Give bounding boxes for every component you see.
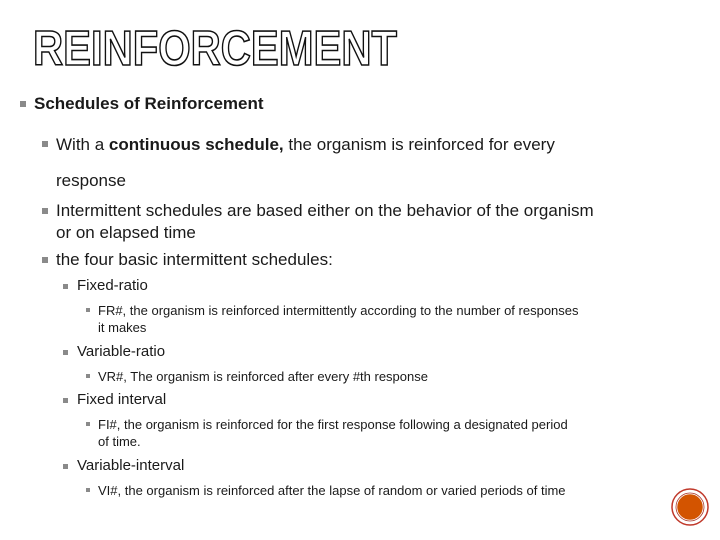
schedule-name-fixed-interval: Fixed interval <box>77 391 167 408</box>
schedule-desc-fixed-ratio-2: it makes <box>98 320 147 335</box>
square-bullet-icon <box>42 208 48 214</box>
square-bullet-icon <box>63 284 68 289</box>
square-bullet-icon <box>63 398 68 403</box>
continuous-prefix: With a <box>56 135 109 154</box>
schedule-desc-fixed-ratio-1: FR#, the organism is reinforced intermittently according to the number of responses <box>98 303 579 318</box>
schedule-name-variable-interval: Variable-interval <box>77 457 185 474</box>
square-bullet-icon <box>86 422 90 426</box>
schedule-desc-fixed-interval-1: FI#, the organism is reinforced for the first response following a designated period <box>98 417 568 432</box>
square-bullet-icon <box>63 464 68 469</box>
section-heading: Schedules of Reinforcement <box>34 94 264 113</box>
schedule-name-fixed-ratio: Fixed-ratio <box>77 277 148 294</box>
slide-title-text: REINFORCEMENT <box>33 22 398 74</box>
continuous-cont: response <box>56 171 126 190</box>
square-bullet-icon <box>20 101 26 107</box>
schedule-desc-variable-interval: VI#, the organism is reinforced after the lapse of random or varied periods of time <box>98 483 566 498</box>
schedule-desc-fixed-interval-2: of time. <box>98 434 141 449</box>
continuous-bold: continuous schedule, <box>108 135 284 154</box>
intermittent-line-2: or on elapsed time <box>56 223 196 242</box>
square-bullet-icon <box>86 374 90 378</box>
four-basic-text: the four basic intermittent schedules: <box>56 250 333 269</box>
intermittent-line-1: Intermittent schedules are based either on the behavior of the organism <box>56 201 594 220</box>
continuous-suffix: the organism is reinforced for every <box>283 135 555 154</box>
schedule-desc-variable-ratio: VR#, The organism is reinforced after every #th response <box>98 369 428 384</box>
square-bullet-icon <box>42 257 48 263</box>
schedule-name-variable-ratio: Variable-ratio <box>77 343 166 360</box>
continuous-schedule-text <box>56 135 555 155</box>
square-bullet-icon <box>42 141 48 147</box>
square-bullet-icon <box>63 350 68 355</box>
circle-logo-icon <box>670 487 710 527</box>
square-bullet-icon <box>86 308 90 312</box>
square-bullet-icon <box>86 488 90 492</box>
slide-title <box>30 14 430 74</box>
